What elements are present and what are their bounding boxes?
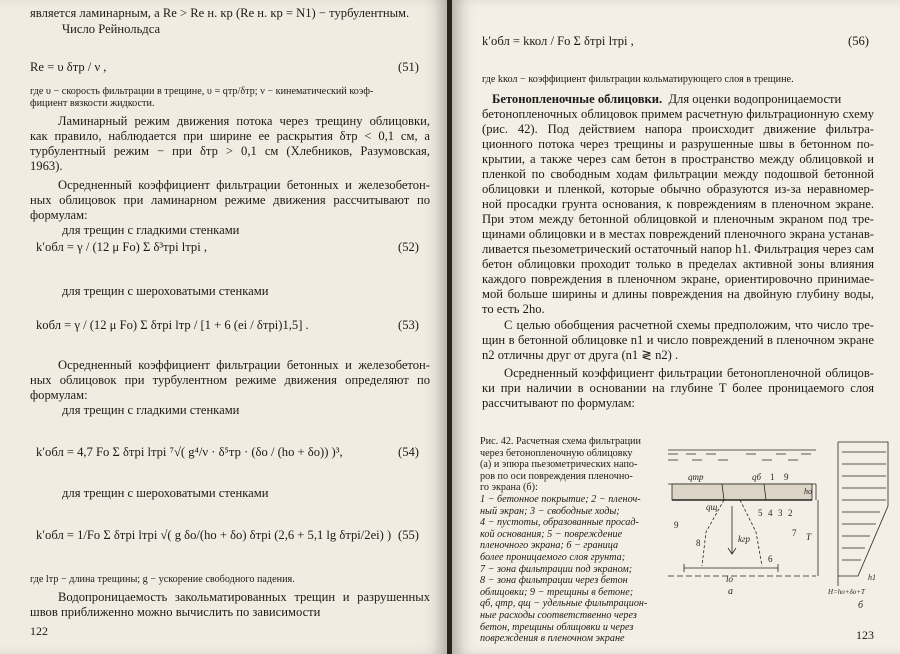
text-line: как правило, наблюдается при ширине ее раскрытия δтр < 0,1 см, а	[30, 129, 430, 143]
text-line: бетонопленочных облицовок примем расчетную фильтрационную схему	[482, 107, 874, 121]
caption-line: 8 − зона фильтрации через бетон	[480, 575, 628, 587]
right-page	[452, 0, 900, 654]
text-line: ки при наличии в основании на глубине T более проницаемого слоя	[482, 381, 874, 395]
formula-54: k′обл = 4,7 Fо Σ δтрi lтрi ⁷√( g⁴/ν · δ⁵тр · (δо / (hо + δо)) )³,	[36, 445, 343, 459]
text-line: Водопроницаемость закольматированных трещин и разрушенных	[58, 590, 430, 604]
equation-number: (53)	[398, 318, 419, 332]
label-ho: hо	[804, 487, 812, 496]
text-line: Осредненный коэффициент фильтрации бетонных и железобетон-	[58, 358, 430, 372]
caption-line: го экрана (б):	[480, 482, 538, 494]
formula-52: k′обл = γ / (12 μ Fо) Σ δ³трi lтрi ,	[36, 240, 208, 254]
label-6: 6	[768, 554, 773, 564]
caption-line: более проницаемого слоя грунта;	[480, 551, 626, 563]
text-line: где kкол − коэффициент фильтрации кольматирующего слоя в трещине.	[482, 74, 794, 85]
text-line: формулам:	[30, 208, 88, 222]
text-line: Осредненный коэффициент фильтрации бетонопленочной облицов-	[504, 366, 874, 380]
text-line: пленкой по свободным ходам фильтрации между подошвой бетонной	[482, 167, 874, 181]
text-line: ных облицовок при ламинарном режиме движения рассчитывают по	[30, 193, 430, 207]
label-1: 1	[770, 472, 775, 482]
caption-line: 7 − зона фильтрации под экраном;	[480, 563, 633, 575]
caption-line: пленочного экрана; 6 − граница	[480, 540, 619, 552]
caption-line: облицовки; 9 − трещины в бетоне;	[480, 586, 634, 598]
equation-number: (51)	[398, 60, 419, 74]
text-line: облицовки и пленкой, которые обычно образуются из-за неравномер-	[482, 182, 874, 196]
formula-51: Re = υ δтр / ν ,	[30, 60, 107, 74]
pressure-diagram	[838, 442, 888, 576]
flow-arrow	[728, 506, 736, 554]
equation-number: (52)	[398, 240, 419, 254]
text-line: ционного потока через трещины и разрушенные швы в бетонном по-	[482, 137, 874, 151]
text-line: щин в бетонной облицовке n1 и число повреждений в пленочном экране	[482, 333, 874, 347]
label-7: 7	[792, 528, 797, 538]
label-8: 8	[696, 538, 701, 548]
text-line: для трещин с шероховатыми стенками	[62, 284, 269, 298]
dimension-line-lo	[684, 564, 778, 572]
label-2: 2	[788, 508, 793, 518]
label-9-top: 9	[784, 472, 789, 482]
text-span: Для оценки водопроницаемости	[668, 92, 842, 106]
text-line: для трещин с гладкими стенками	[62, 403, 240, 417]
label-9: 9	[674, 520, 679, 530]
label-qtr: qтр	[688, 472, 704, 482]
text-line: формулам:	[30, 388, 88, 402]
diagram-hatching	[842, 452, 886, 560]
text-line: При этом между бетонной облицовкой и пленочным экраном под тре-	[482, 212, 874, 226]
equation-number: (54)	[398, 445, 419, 459]
figure-42b	[828, 436, 894, 612]
caption-line: ный экран; 3 − свободные ходы;	[480, 505, 620, 517]
label-qsh: qщ	[706, 502, 718, 512]
caption-line: повреждения в пленочном экране	[480, 633, 625, 645]
formula-55: k′обл = 1/Fо Σ δтрi lтрi √( g δо/(hо + δо) δтрi (2,6 + 5,1 lg δтрi/2ei) )	[36, 528, 392, 542]
text-line: ливается пьезометрический остаточный напор h1. Фильтрация через сам	[482, 242, 874, 256]
text-line: n2 отличны друг от друга (n1 ≷ n2) .	[482, 348, 679, 362]
page-number: 122	[30, 624, 48, 638]
label-5: 5	[758, 508, 763, 518]
text-line: для трещин с гладкими стенками	[62, 223, 240, 237]
label-a: а	[728, 586, 733, 596]
text-line: Осредненный коэффициент фильтрации бетонных и железобетон-	[58, 178, 430, 192]
label-h1: h1	[868, 573, 876, 582]
text-line: для трещин с шероховатыми стенками	[62, 486, 269, 500]
section-title: Бетонопленочные облицовки.	[492, 92, 663, 106]
label-t: T	[806, 532, 812, 542]
text-line: является ламинарным, а Re > Re н. кр (Re н. кр = N1) − турбулентным.	[30, 6, 410, 20]
caption-line: qб, qтр, qщ − удельные фильтрацион-	[480, 598, 648, 610]
label-4: 4	[768, 508, 773, 518]
label-b: б	[858, 600, 864, 611]
equation-number: (55)	[398, 528, 419, 542]
text-line: каждого повреждения в пленочном экране, ориентировочно принимае-	[482, 272, 874, 286]
text-line: то есть 2hо.	[482, 302, 545, 316]
text-line: С целью обобщения расчетной схемы предположим, что число тре-	[504, 318, 874, 332]
formula-56: k′обл = kкол / Fо Σ δтрi lтрi ,	[482, 34, 634, 48]
label-kgr: kгр	[738, 534, 751, 544]
caption-line: через бетонопленочную облицовку	[480, 447, 633, 459]
text-line: Ламинарный режим движения потока через трещину облицовки,	[58, 114, 430, 128]
formula-53: kобл = γ / (12 μ Fо) Σ δтрi lтр / [1 + 6 (ei / δтрi)1,5] .	[36, 318, 309, 332]
text-line: где lтр − длина трещины; g − ускорение свободного падения.	[30, 574, 295, 585]
section-heading	[492, 92, 841, 107]
text-line: мой больше ширины и длины повреждения на двойную глубину воды,	[482, 287, 874, 301]
label-h-sum: H=hо+δо+T	[828, 588, 865, 596]
caption-line: бетон, трещины облицовки и через	[480, 621, 634, 633]
text-line: ной просадки грунта основания, к повреждениям в пленочном экране.	[482, 197, 874, 211]
text-line: щинами облицовки и в местах повреждений пленочного экрана устанав-	[482, 227, 874, 241]
label-qb: qб	[752, 472, 762, 482]
equation-number: (56)	[848, 34, 869, 48]
caption-line: ные расходы соответственно через	[480, 609, 637, 621]
figure-42a	[666, 436, 826, 596]
text-line: Число Рейнольдса	[62, 22, 161, 36]
text-line: крытии, а также через сам бетон в пространство между облицовкой и	[482, 152, 874, 166]
text-line: где υ − скорость фильтрации в трещине, υ = qтр/δтр; ν − кинематический коэф-	[30, 86, 374, 97]
caption-line: (а) и эпюра пьезометрических напо-	[480, 459, 638, 471]
text-line: рассчитывают по формулам:	[482, 396, 635, 410]
caption-line: 1 − бетонное покрытие; 2 − пленоч-	[480, 493, 641, 505]
caption-line: кой основания; 5 − повреждение	[480, 528, 623, 540]
caption-line: ров по оси повреждения пленочно-	[480, 470, 633, 482]
text-line: ных облицовок при турбулентном режиме движения определяют по	[30, 373, 430, 387]
figure-caption	[480, 436, 672, 645]
text-line: 1963).	[30, 159, 63, 173]
caption-line: 4 − пустоты, образованные просад-	[480, 517, 639, 529]
text-line: бетон облицовки проходит только в пределах активной зоны влияния	[482, 257, 874, 271]
text-line: (рис. 42). Под действием напора происходит движение фильтра-	[482, 122, 874, 136]
caption-line: Рис. 42. Расчетная схема фильтрации	[480, 436, 641, 447]
concrete-lining	[672, 484, 812, 500]
text-line: турбулентный режим − при δтр > 0,1 см (Хлебников, Разумовская,	[30, 144, 430, 158]
left-page	[0, 0, 447, 654]
text-line: швов приближенно можно вычислить по зависимости	[30, 605, 321, 619]
page-number: 123	[856, 628, 874, 642]
text-line: фициент вязкости жидкости.	[30, 98, 155, 109]
label-lo: lо	[726, 574, 734, 584]
label-3: 3	[778, 508, 783, 518]
